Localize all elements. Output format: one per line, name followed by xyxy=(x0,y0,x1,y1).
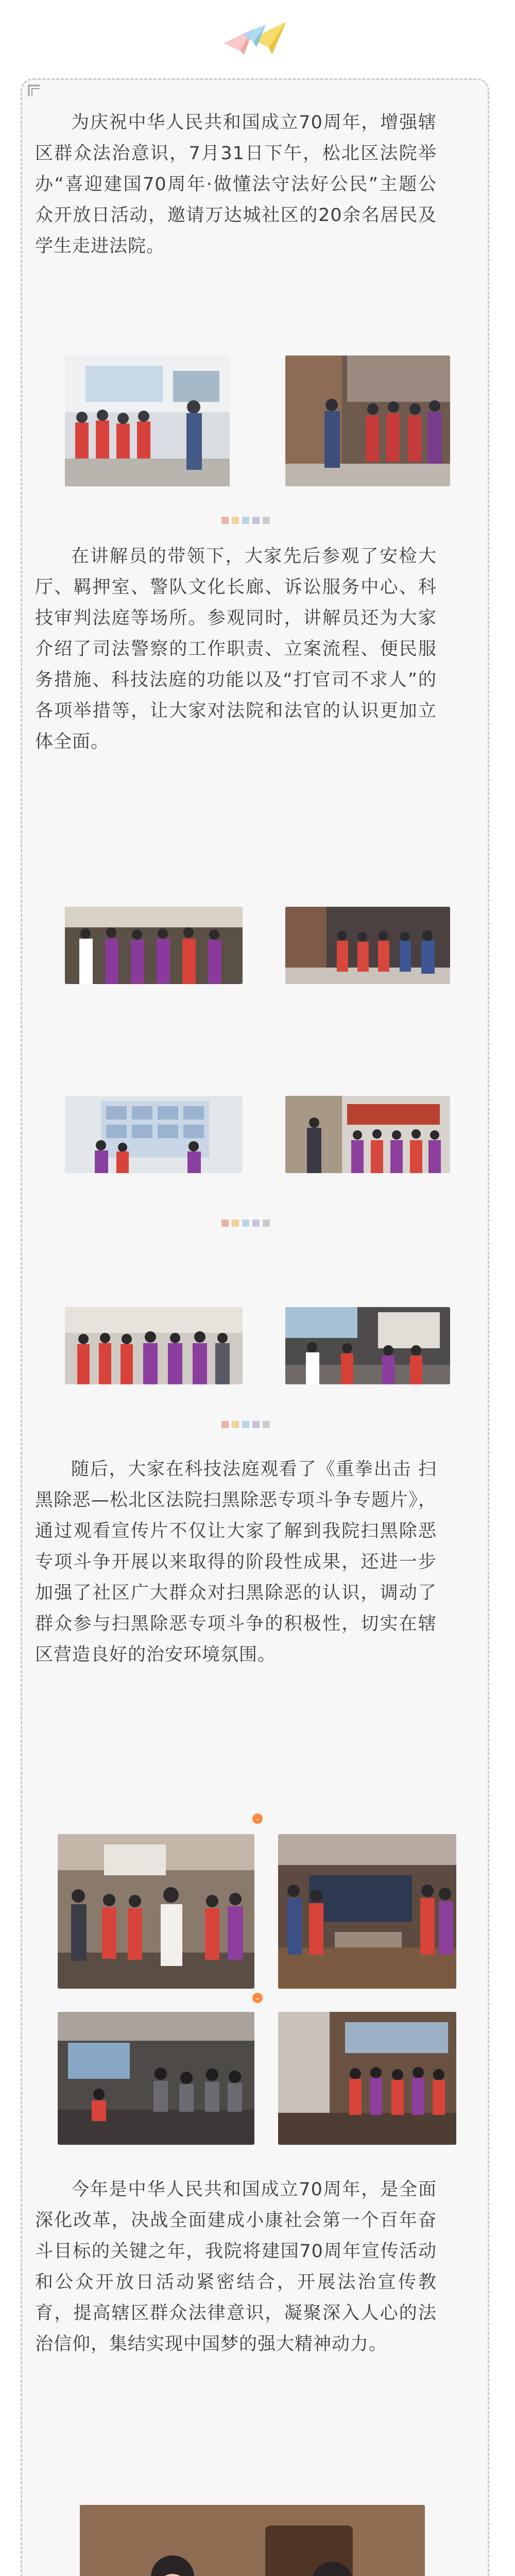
article-photo xyxy=(278,1834,456,1989)
article-photo xyxy=(285,1307,450,1384)
article-photo xyxy=(65,1307,243,1384)
paper-plane-icons xyxy=(221,19,294,63)
article-paragraph: 为庆祝中华人民共和国成立70周年，增强辖区群众法治意识，7月31日下午，松北区法院举办“喜迎建国70周年·做懂法守法好公民”主题公众开放日活动，邀请万达城社区的20余名居民及学生走进法院。 xyxy=(35,112,437,257)
divider-dots xyxy=(221,1219,270,1227)
article-paragraph: 今年是中华人民共和国成立70周年，是全面深化改革，决战全面建成小康社会第一个百年奋斗目标的关键之年，我院将建国70周年宣传活动和公众开放日活动紧密结合，开展法治宣传教育，提高辖区群众法律意识，凝聚深入人心的法治信仰，集结实现中国梦的强大精神动力。 xyxy=(35,2179,437,2354)
article-photo xyxy=(278,2012,456,2145)
divider-dots xyxy=(221,1421,270,1428)
article-paragraph: 随后，大家在科技法庭观看了《重拳出击 扫黑除恶—松北区法院扫黑除恶专项斗争专题片》，通过观看宣传片不仅让大家了解到我院扫黑除恶专项斗争开展以来取得的阶段性成果，还进一步加强了社区广大群众对扫黑除恶的认识，调动了群众参与扫黑除恶专项斗争的积极性，切实在辖区营造良好的治安环境氛围。 xyxy=(35,1459,437,1665)
article-photo xyxy=(285,907,450,984)
article-photo xyxy=(65,907,243,984)
article-photo xyxy=(58,2012,254,2145)
chevron-down-icon: ⌄ xyxy=(252,1814,263,1824)
divider-dots xyxy=(221,517,270,524)
article-photo xyxy=(58,1834,254,1989)
article-photo xyxy=(285,1096,450,1173)
article-photo xyxy=(65,1096,243,1173)
article-photo xyxy=(80,2505,425,2576)
article-paragraph: 在讲解员的带领下，大家先后参观了安检大厅、羁押室、警队文化长廊、诉讼服务中心、科技审判法庭等场所。参观同时，讲解员还为大家介绍了司法警察的工作职责、立案流程、便民服务措施、科技法庭的功能以及“打官司不求人”的各项举措等，让大家对法院和法官的认识更加立体全面。 xyxy=(35,546,437,752)
chevron-down-icon: ⌄ xyxy=(252,1993,263,2003)
corner-bracket-icon xyxy=(27,84,43,99)
article-photo xyxy=(65,355,230,486)
article-photo xyxy=(285,355,450,486)
